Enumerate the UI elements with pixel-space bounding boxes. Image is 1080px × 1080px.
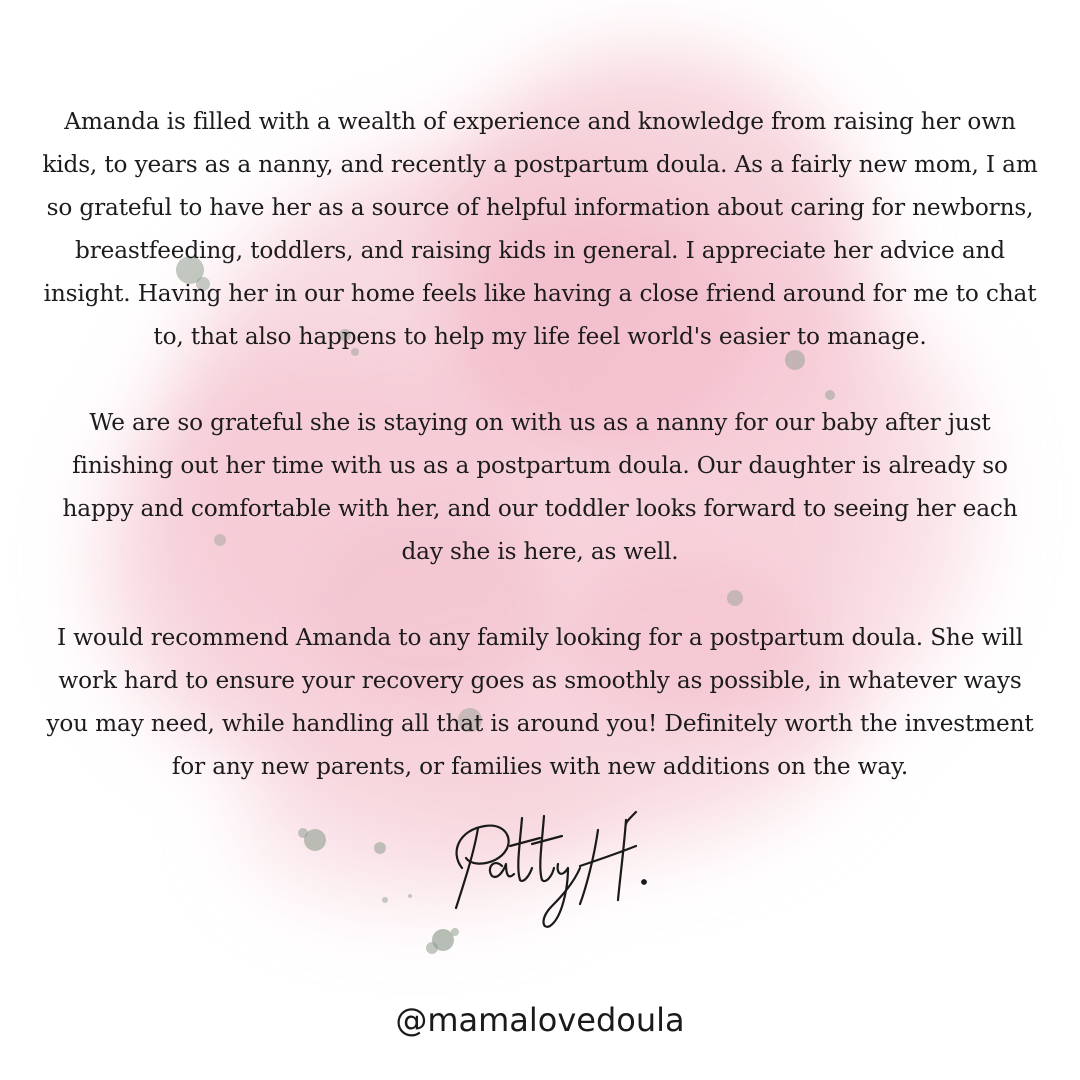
testimonial-paragraph-3: I would recommend Amanda to any family looking for a postpartum doula. She will work hard to ensure your recovery goes as smoothly as possible, in whatever ways you may need, while handling all that is around you! Definitely worth the investment for any new parents, or families with new additions on the way. <box>46 624 1034 780</box>
testimonial-paragraph-2: We are so grateful she is staying on with us as a nanny for our baby after just finishing out her time with us as a postpartum doula. Our daughter is already so happy and comfortable with her, and our toddler looks forward to seeing her each day she is here, as well. <box>62 409 1018 565</box>
social-handle: @mamalovedoula <box>395 1001 685 1039</box>
testimonial-text <box>40 100 1040 788</box>
testimonial-paragraph-1: Amanda is filled with a wealth of experience and knowledge from raising her own kids, to years as a nanny, and recently a postpartum doula. As a fairly new mom, I am so grateful to have her as a source of helpful information about caring for newborns, breastfeeding, toddlers, and raising kids in general. I appreciate her advice and insight. Having her in our home feels like having a close friend around for me to chat to, that also happens to help my life feel world's easier to manage. <box>42 108 1038 350</box>
handwritten-signature <box>440 808 660 938</box>
